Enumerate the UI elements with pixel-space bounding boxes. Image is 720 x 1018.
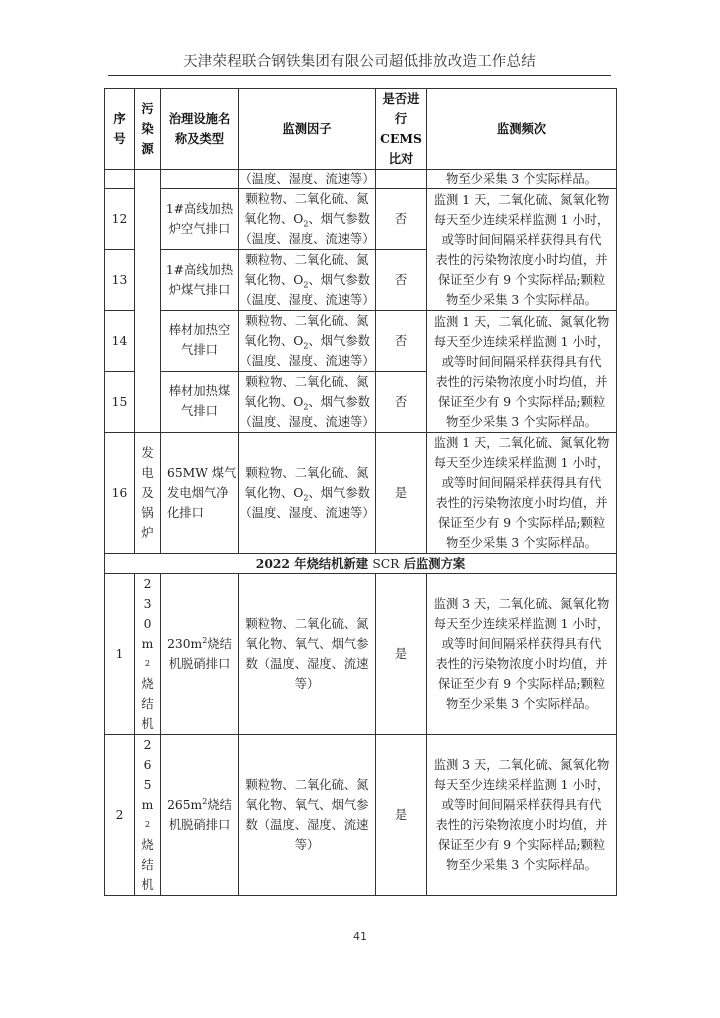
cell-cems: 是	[376, 574, 427, 735]
cell-facility	[161, 735, 239, 896]
table-row	[105, 433, 617, 554]
frequency-line: 监测 1 天，二氧化硫、氮氧化物	[433, 436, 610, 450]
factors-text: 氧化物、O	[244, 486, 304, 500]
source-char: 炉	[141, 526, 154, 540]
source-char: 结	[141, 858, 154, 872]
factors-line: 数（温度、湿度、流速	[245, 657, 369, 671]
factors-line: （温度、湿度、流速等）	[239, 293, 375, 307]
factors-line: 颗粒物、二氧化硫、氮	[245, 375, 369, 389]
cell-factors	[239, 433, 376, 554]
subscript: 2	[303, 280, 309, 290]
factors-line	[239, 331, 375, 351]
cell-facility	[161, 372, 239, 433]
factors-text: 氧化物、O	[244, 334, 304, 348]
header-cems-line: 行	[394, 112, 408, 126]
cell-cems: 否	[376, 372, 427, 433]
header-no	[105, 89, 135, 170]
factors-line: 颗粒物、二氧化硫、氮	[245, 314, 369, 328]
header-cems	[376, 89, 427, 170]
cell-cems	[376, 170, 427, 189]
factors-text: 氧化物、O	[244, 273, 304, 287]
source-char: 结	[141, 697, 154, 711]
cell-source	[135, 574, 161, 735]
factors-line: 氧化物、氧气、烟气参	[245, 798, 369, 812]
facility-line: 炉空气排口	[168, 222, 231, 236]
facility-line: 1#高线加热	[165, 263, 234, 277]
table-row	[105, 189, 617, 250]
factors-text: 氧化物、O	[244, 395, 304, 409]
header-source-line: 源	[141, 142, 154, 156]
cell-factors	[239, 250, 376, 311]
facility-text: 烧结	[207, 798, 232, 812]
factors-line: 颗粒物、二氧化硫、氮	[245, 192, 369, 206]
source-char: 5	[143, 778, 152, 792]
source-char: 发	[141, 446, 154, 460]
frequency-line: 或等时间间隔采样获得具有代	[441, 354, 602, 369]
frequency-line: 或等时间间隔采样获得具有代	[441, 637, 602, 651]
header-source-line: 污	[141, 102, 154, 116]
factors-line	[239, 483, 375, 503]
frequency-line: 监测 1 天，二氧化硫、氮氧化物	[433, 314, 610, 329]
header-cems-line: 比对	[388, 152, 414, 166]
header-factors: 监测因子	[239, 89, 376, 170]
table-row	[105, 574, 617, 735]
header-no-line: 序	[113, 112, 126, 126]
section-year: 2022	[255, 555, 290, 571]
cell-factors	[239, 189, 376, 250]
source-char: 烧	[141, 838, 154, 852]
cell-no: 12	[105, 189, 135, 250]
frequency-line: 或等时间间隔采样获得具有代	[441, 232, 602, 247]
cell-frequency	[427, 433, 617, 554]
frequency-line: 保证至少有 9 个实际样品;颗粒	[437, 677, 606, 691]
source-char: 及	[141, 486, 154, 500]
cell-frequency	[427, 189, 617, 311]
facility-line: 1#高线加热	[165, 202, 234, 216]
facility-line: 65MW 煤气	[167, 466, 237, 480]
cell-no	[105, 170, 135, 189]
source-char: 6	[143, 758, 152, 772]
frequency-line: 表性的污染物浓度小时均值，并	[435, 818, 608, 832]
frequency-line: 或等时间间隔采样获得具有代	[441, 476, 602, 490]
monitoring-table	[104, 88, 617, 896]
subscript: 2	[303, 402, 309, 412]
facility-line	[163, 795, 236, 815]
frequency-line: 监测 3 天，二氧化硫、氮氧化物	[433, 597, 610, 611]
cell-cems: 是	[376, 433, 427, 554]
cell-no: 2	[105, 735, 135, 896]
section-title	[105, 554, 617, 574]
frequency-line: 每天至少连续采样监测 1 小时，	[433, 212, 610, 227]
source-char: 2	[143, 738, 152, 752]
cell-facility	[161, 170, 239, 189]
cell-frequency	[427, 735, 617, 896]
factors-line: 颗粒物、二氧化硫、氮	[245, 466, 369, 480]
frequency-line: 物至少采集 3 个实际样品。	[446, 858, 597, 872]
frequency-line: 保证至少有 9 个实际样品;颗粒	[437, 516, 606, 530]
source-char: 电	[141, 466, 154, 480]
frequency-line: 物至少采集 3 个实际样品。	[446, 292, 597, 307]
factors-line: 氧化物、氧气、烟气参	[245, 637, 369, 651]
table-row	[105, 311, 617, 372]
subscript: 2	[303, 493, 309, 503]
source-char: m	[141, 637, 154, 651]
header-source-line: 染	[141, 122, 154, 136]
section-text: 年烧结机新建	[290, 556, 373, 571]
factors-text: 、烟气参数	[308, 334, 370, 348]
cell-facility	[161, 189, 239, 250]
subscript: 2	[303, 341, 309, 351]
cell-frequency	[427, 574, 617, 735]
header-frequency: 监测频次	[427, 89, 617, 170]
factors-line: （温度、湿度、流速等）	[239, 354, 375, 368]
source-char: 0	[143, 617, 152, 631]
cell-source-merged	[135, 170, 161, 433]
factors-line	[239, 392, 375, 412]
header-cems-line: 是否进	[382, 92, 420, 106]
frequency-line: 物至少采集 3 个实际样品。	[446, 536, 597, 550]
cell-cems: 否	[376, 311, 427, 372]
frequency-line: 物至少采集 3 个实际样品。	[446, 414, 597, 429]
frequency-line: 或等时间间隔采样获得具有代	[441, 798, 602, 812]
subscript: 2	[303, 219, 309, 229]
cell-no: 16	[105, 433, 135, 554]
frequency-line: 监测 1 天，二氧化硫、氮氧化物	[433, 192, 610, 207]
facility-line: 气排口	[181, 404, 218, 418]
factors-line: 颗粒物、二氧化硫、氮	[245, 253, 369, 267]
factors-line: （温度、湿度、流速等）	[239, 415, 375, 429]
source-char: 2	[144, 820, 151, 829]
factors-text: 氧化物、O	[244, 212, 304, 226]
section-title-row	[105, 554, 617, 574]
factors-text: 、烟气参数	[308, 486, 370, 500]
source-char: 烧	[141, 677, 154, 691]
factors-line	[239, 270, 375, 290]
cell-facility	[161, 433, 239, 554]
facility-line: 化排口	[167, 506, 204, 520]
frequency-line: 保证至少有 9 个实际样品;颗粒	[437, 394, 606, 409]
facility-line: 棒材加热煤	[168, 384, 231, 398]
factors-text: 、烟气参数	[308, 212, 370, 226]
frequency-line: 监测 3 天，二氧化硫、氮氧化物	[433, 758, 610, 772]
cell-factors	[239, 735, 376, 896]
cell-facility	[161, 311, 239, 372]
cell-facility	[161, 574, 239, 735]
cell-frequency	[427, 311, 617, 433]
source-char: m	[141, 798, 154, 812]
header-source	[135, 89, 161, 170]
header-cems-line: CEMS	[380, 131, 422, 146]
facility-line: 机脱硝排口	[168, 657, 231, 671]
source-char: 2	[144, 659, 151, 668]
frequency-line: 每天至少连续采样监测 1 小时，	[433, 617, 610, 631]
cell-factors: （温度、湿度、流速等）	[239, 170, 376, 189]
source-char: 3	[143, 597, 152, 611]
header-no-line: 号	[113, 132, 126, 146]
frequency-line: 保证至少有 9 个实际样品;颗粒	[437, 272, 606, 287]
factors-line: 等）	[294, 677, 320, 691]
superscript: 2	[202, 796, 208, 806]
frequency-line: 表性的污染物浓度小时均值，并	[435, 374, 608, 389]
frequency-line: 表性的污染物浓度小时均值，并	[435, 496, 608, 510]
factors-line: 数（温度、湿度、流速	[245, 818, 369, 832]
frequency-line: 每天至少连续采样监测 1 小时，	[433, 456, 610, 470]
table-row-continued	[105, 170, 617, 189]
table-header-row	[105, 89, 617, 170]
factors-line	[239, 209, 375, 229]
facility-line: 炉煤气排口	[168, 283, 231, 297]
cell-source	[135, 735, 161, 896]
cell-cems: 否	[376, 189, 427, 250]
cell-cems: 否	[376, 250, 427, 311]
cell-no: 14	[105, 311, 135, 372]
header-rule	[108, 75, 611, 76]
facility-text: 烧结	[207, 637, 232, 651]
factors-line: （温度、湿度、流速等）	[239, 506, 375, 520]
frequency-line: 表性的污染物浓度小时均值，并	[435, 252, 608, 267]
page-header: 天津荣程联合钢铁集团有限公司超低排放改造工作总结	[183, 54, 536, 70]
facility-text: 265m	[167, 798, 203, 812]
cell-factors	[239, 311, 376, 372]
source-char: 2	[143, 577, 152, 591]
factors-line: 颗粒物、二氧化硫、氮	[245, 778, 369, 792]
frequency-line: 保证至少有 9 个实际样品;颗粒	[437, 838, 606, 852]
header-facility-line: 治理设施名	[168, 112, 231, 126]
factors-line: 颗粒物、二氧化硫、氮	[245, 617, 369, 631]
facility-line: 机脱硝排口	[168, 818, 231, 832]
factors-text: 、烟气参数	[308, 273, 370, 287]
factors-line: 等）	[294, 838, 320, 852]
cell-no: 1	[105, 574, 135, 735]
cell-cems: 是	[376, 735, 427, 896]
frequency-line: 每天至少连续采样监测 1 小时，	[433, 778, 610, 792]
frequency-line: 物至少采集 3 个实际样品。	[446, 697, 597, 711]
facility-line: 气排口	[181, 343, 218, 357]
cell-no: 13	[105, 250, 135, 311]
cell-factors	[239, 372, 376, 433]
factors-line: （温度、湿度、流速等）	[239, 232, 375, 246]
frequency-line: 每天至少连续采样监测 1 小时，	[433, 334, 610, 349]
cell-factors	[239, 574, 376, 735]
cell-no: 15	[105, 372, 135, 433]
frequency-line: 表性的污染物浓度小时均值，并	[435, 657, 608, 671]
cell-frequency: 物至少采集 3 个实际样品。	[427, 170, 617, 189]
section-scr: SCR	[372, 556, 400, 571]
source-char: 机	[141, 717, 154, 731]
header-facility	[161, 89, 239, 170]
source-char: 机	[141, 878, 154, 892]
header-facility-line: 称及类型	[174, 132, 225, 146]
superscript: 2	[202, 635, 208, 645]
cell-source	[135, 433, 161, 554]
factors-text: 、烟气参数	[308, 395, 370, 409]
facility-text: 230m	[167, 637, 203, 651]
facility-line	[163, 634, 236, 654]
table-row	[105, 735, 617, 896]
cell-facility	[161, 250, 239, 311]
facility-line: 棒材加热空	[168, 323, 231, 337]
facility-line: 发电烟气净	[167, 486, 229, 500]
page-number: 41	[353, 930, 367, 943]
section-text: 后监测方案	[399, 556, 466, 571]
source-char: 锅	[141, 506, 154, 520]
